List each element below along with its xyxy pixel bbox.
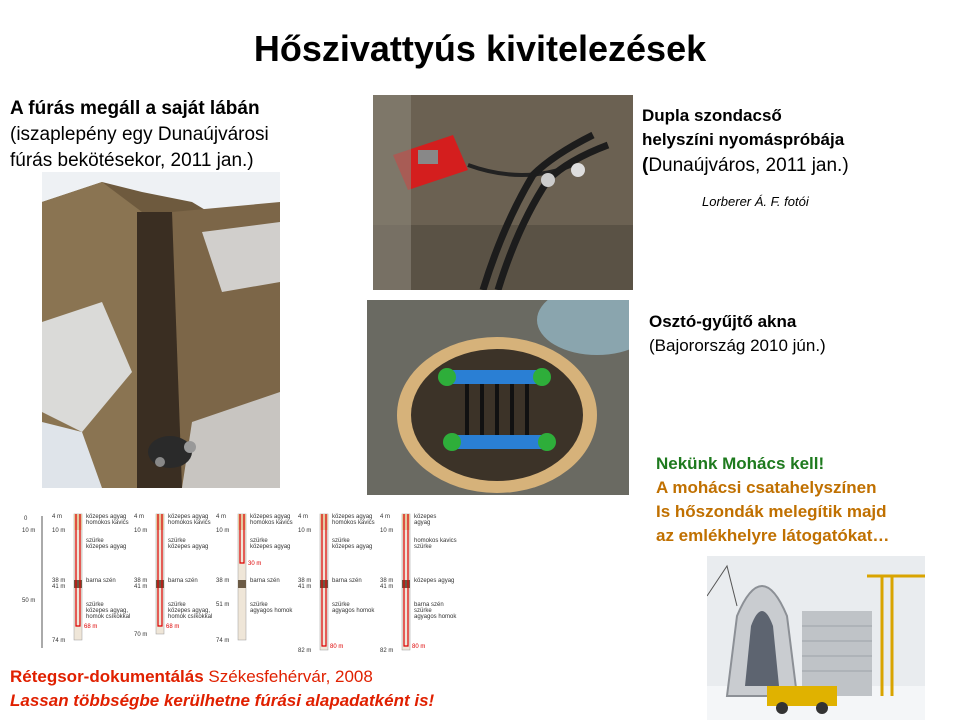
pressure-caption-line1: Dupla szondacső (642, 106, 782, 125)
bottom-caption (10, 665, 570, 713)
mohacs-caption-line4: az emlékhelyre látogatókat… (656, 526, 890, 545)
layer-label: közepes agyag, (86, 608, 129, 614)
borehole-coal-layer (74, 580, 82, 588)
borehole-layer (402, 514, 410, 530)
borehole-depth-label: 10 m (134, 528, 148, 534)
pressure-caption-line3 (642, 152, 952, 180)
borehole-depth-label: 4 m (298, 514, 309, 520)
borehole-depth-label: 4 m (134, 514, 145, 520)
layer-label: közepes agyag (332, 514, 373, 520)
borehole-depth-label: 4 m (216, 514, 227, 520)
left-caption-line2: (iszaplepény egy Dunaújvárosi (10, 124, 269, 145)
probe-depth-label: 80 m (412, 644, 426, 650)
borehole-coal-layer (238, 580, 246, 588)
borehole-depth-label: 41 m (134, 584, 148, 590)
layer-label: homokos kavics (414, 538, 457, 544)
bottom-caption-bold: Rétegsor-dokumentálás (10, 667, 204, 686)
borehole-depth-label: 38 m (52, 578, 66, 584)
mohacs-caption (656, 452, 956, 548)
layer-label: agyagos homok (332, 608, 375, 614)
memorial-photo (707, 556, 925, 720)
pressure-test-caption (642, 104, 952, 180)
layer-label: közepes agyag (86, 514, 127, 520)
layer-label: barna szén (86, 578, 116, 584)
borehole-depth-label: 10 m (380, 528, 394, 534)
layer-label: közepes agyag (168, 514, 209, 520)
layer-label: agyagos homok (414, 614, 457, 620)
borehole-layer (320, 514, 328, 530)
layer-label: közepes (414, 514, 437, 520)
layer-label: homokos kavics (332, 520, 375, 526)
probe-depth-label: 80 m (330, 644, 344, 650)
layer-label: közepes agyag (332, 544, 373, 550)
layer-label: szürke (332, 602, 350, 608)
layer-label: szürke (86, 602, 104, 608)
axis-tick: 10 m (22, 528, 36, 534)
probe-depth-label: 68 m (84, 624, 98, 630)
layer-label: közepes agyag (168, 544, 209, 550)
layer-label: agyag (414, 520, 431, 526)
borehole-coal-layer (156, 580, 164, 588)
layer-label: szürke (414, 608, 432, 614)
trench-photo (42, 172, 280, 488)
axis-tick: 50 m (22, 598, 36, 604)
borehole-layer (238, 514, 246, 530)
borehole-depth-label: 4 m (380, 514, 391, 520)
borehole-depth-label: 38 m (380, 578, 394, 584)
pressure-caption-place: Dunaújváros, 2011 jan.) (648, 155, 849, 176)
probe-depth-label: 68 m (166, 624, 180, 630)
borehole-depth-label: 10 m (52, 528, 66, 534)
layer-label: barna szén (250, 578, 280, 584)
mohacs-caption-line3: Is hőszondák melegítik majd (656, 502, 887, 521)
borehole-depth-label: 74 m (52, 638, 66, 644)
borehole-depth-label: 82 m (380, 648, 394, 654)
layer-label: közepes agyag (86, 544, 127, 550)
borehole-depth-label: 41 m (380, 584, 394, 590)
left-caption (10, 96, 310, 174)
borehole-depth-label: 4 m (52, 514, 63, 520)
manifold-caption-line2: (Bajorország 2010 jún.) (649, 336, 826, 355)
borehole-layer (156, 514, 164, 530)
borehole-depth-label: 38 m (298, 578, 312, 584)
pressure-caption-paren: ( (642, 155, 649, 176)
layer-label: közepes agyag, (168, 608, 211, 614)
bottom-caption-line2: Lassan többségbe kerülhetne fúrási alapadatként is! (10, 691, 435, 710)
borehole-coal-layer (402, 580, 410, 588)
layer-label: homok csíkokkal (168, 614, 213, 620)
borehole-logs (22, 508, 462, 658)
layer-label: barna szén (168, 578, 198, 584)
layer-label: közepes agyag (414, 578, 455, 584)
layer-label: szürke (414, 544, 432, 550)
layer-label: agyagos homok (250, 608, 293, 614)
axis-tick: 0 (24, 516, 28, 522)
borehole-column (74, 514, 82, 640)
bottom-caption-line1 (10, 665, 570, 689)
layer-label: szürke (250, 602, 268, 608)
borehole-depth-label: 41 m (52, 584, 66, 590)
borehole-layer (74, 514, 82, 530)
layer-label: szürke (168, 538, 186, 544)
borehole-depth-label: 70 m (134, 632, 148, 638)
layer-label: homokos kavics (86, 520, 129, 526)
layer-label: szürke (168, 602, 186, 608)
mohacs-caption-line1: Nekünk Mohács kell! (656, 454, 825, 473)
borehole-depth-label: 74 m (216, 638, 230, 644)
photo-credit: Lorberer Á. F. fotói (702, 194, 809, 209)
borehole-depth-label: 82 m (298, 648, 312, 654)
manifold-caption-heading: Osztó-gyűjtő akna (649, 312, 797, 331)
borehole-depth-label: 10 m (216, 528, 230, 534)
layer-label: barna szén (414, 602, 444, 608)
borehole-column (238, 514, 246, 640)
pressure-test-photo (373, 95, 633, 290)
manifold-photo (367, 300, 629, 495)
borehole-coal-layer (320, 580, 328, 588)
layer-label: szürke (332, 538, 350, 544)
layer-label: homokos kavics (168, 520, 211, 526)
borehole-depth-label: 10 m (298, 528, 312, 534)
borehole-depth-label: 41 m (298, 584, 312, 590)
borehole-logs-svg (22, 508, 462, 658)
slide-title: Hőszivattyús kivitelezések (253, 28, 707, 69)
layer-label: barna szén (332, 578, 362, 584)
layer-label: közepes agyag (250, 514, 291, 520)
layer-label: szürke (250, 538, 268, 544)
borehole-depth-label: 38 m (216, 578, 230, 584)
mohacs-caption-line2: A mohácsi csatahelyszínen (656, 478, 877, 497)
probe-depth-label: 30 m (248, 561, 262, 567)
borehole-depth-label: 38 m (134, 578, 148, 584)
borehole-depth-label: 51 m (216, 602, 230, 608)
left-caption-heading: A fúrás megáll a saját lábán (10, 98, 260, 119)
borehole-column (156, 514, 164, 634)
layer-label: közepes agyag (250, 544, 291, 550)
pressure-caption-line2: helyszíni nyomáspróbája (642, 130, 845, 149)
bottom-caption-rest: Székesfehérvár, 2008 (203, 667, 373, 686)
layer-label: homok csíkokkal (86, 614, 131, 620)
layer-label: homokos kavics (250, 520, 293, 526)
left-caption-line3: fúrás bekötésekor, 2011 jan.) (10, 150, 254, 171)
manifold-caption (649, 310, 949, 358)
layer-label: szürke (86, 538, 104, 544)
